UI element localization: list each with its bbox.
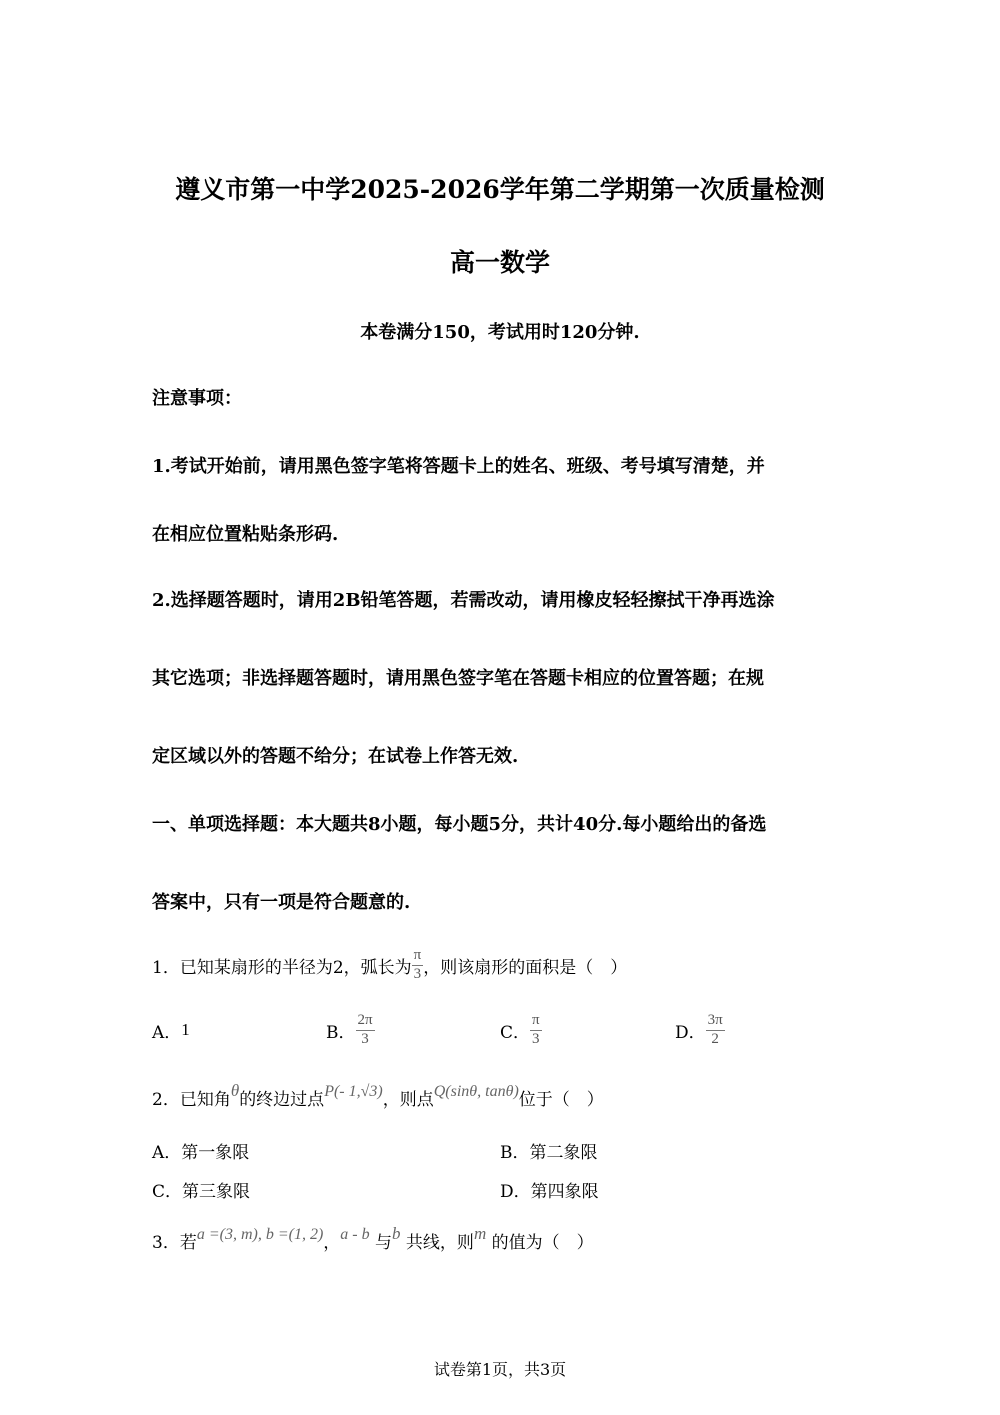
q3-b: b [392, 1224, 401, 1243]
q2-point-p: P(- 1,√3) [324, 1083, 383, 1100]
subject-title: 高一数学 [449, 248, 550, 277]
question-1 [152, 940, 627, 990]
q1-option-d[interactable]: D． $\frac{3\pi}{2}$ [675, 1012, 723, 1047]
q3-m: m [473, 1224, 487, 1243]
q3-prefix: 3．若 [152, 1233, 197, 1253]
q2-suffix: 位于（ ） [518, 1090, 604, 1110]
q1-option-a[interactable]: A． 1 [152, 1020, 190, 1043]
question-3: 3．若a =(3, m), b =(1, 2)，a - b 与b 共线，则m 的值为（ ） [152, 1224, 594, 1253]
q2-mid2: ，则点 [382, 1090, 434, 1110]
q2-option-d[interactable]: D．第四象限 [500, 1182, 599, 1202]
notice-item2-line3: 定区域以外的答题不给分；在试卷上作答无效. [152, 746, 519, 767]
notice-item2-line2: 其它选项；非选择题答题时，请用黑色签字笔在答题卡相应的位置答题；在规 [152, 668, 764, 689]
q1-option-d-fraction: $\frac{3\pi}{2}$ [707, 1012, 723, 1047]
question-2 [152, 1081, 604, 1110]
q3-vectors: a =(3, m), b =(1, 2) [196, 1226, 324, 1243]
q1-option-b-fraction: $\frac{2\pi}{3}$ [357, 1012, 373, 1047]
q1-option-b[interactable]: B． $\frac{2\pi}{3}$ [326, 1012, 373, 1047]
q2-mid1: 的终边过点 [239, 1090, 325, 1110]
q2-point-q: Q(sinθ, tanθ) [433, 1083, 519, 1100]
q3-expr: a - b [340, 1226, 370, 1243]
notice-heading: 注意事项： [152, 388, 242, 409]
section1-line2: 答案中，只有一项是符合题意的. [152, 892, 411, 913]
notice-item2-line1: 2.选择题答题时，请用2B铅笔答题，若需改动，请用橡皮轻轻擦拭干净再选涂 [152, 590, 775, 611]
q1-prefix: 1．已知某扇形的半径为2，弧长为 [152, 957, 412, 978]
q1-option-c[interactable]: C． $\frac{\pi}{3}$ [500, 1012, 540, 1047]
q1-suffix: ，则该扇形的面积是（ ） [423, 957, 628, 978]
q2-option-a[interactable]: A．第一象限 [152, 1143, 250, 1163]
q2-option-c[interactable]: C．第三象限 [152, 1182, 251, 1202]
notice-item1-line2: 在相应位置粘贴条形码. [152, 524, 339, 545]
q2-option-b[interactable]: B．第二象限 [500, 1143, 598, 1163]
q2-prefix: 2．已知角 [152, 1090, 231, 1110]
q1-option-c-fraction: $\frac{\pi}{3}$ [532, 1012, 540, 1047]
exam-title: 遵义市第一中学2025-2026学年第二学期第一次质量检测 [175, 175, 825, 204]
exam-info: 本卷满分150，考试用时120分钟. [360, 322, 640, 343]
notice-item1-line1: 1.考试开始前，请用黑色签字笔将答题卡上的姓名、班级、考号填写清楚，并 [152, 456, 765, 477]
section1-line1: 一、单项选择题：本大题共8小题，每小题5分，共计40分.每小题给出的备选 [152, 814, 767, 835]
page-footer: 试卷第1页，共3页 [433, 1360, 567, 1379]
q1-arc-length-fraction: $\frac{\pi}{3}$ [413, 947, 422, 982]
q2-theta: θ [230, 1081, 240, 1100]
